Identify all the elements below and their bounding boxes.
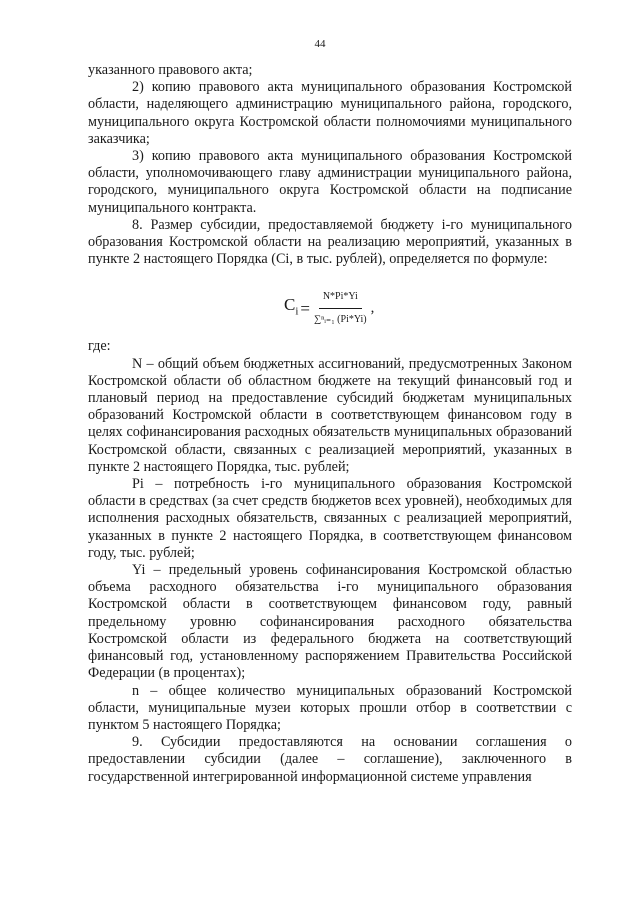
formula-comma: ,	[370, 299, 375, 316]
formula-lhs: $C_i$	[284, 294, 299, 318]
paragraph-def-N: N – общий объем бюджетных ассигнований, предусмотренных Законом Костромской области об областном бюджете на текущий финансовый год и плановый период на предоставление субсидий бюджетам муниципальных образований Костромской области в соответствующем финансовом году в целях софинансирования расходных обязательств муниципальных образований Костромской области, связанных с реализацией мероприятий, указанных в пункте 2 настоящего Порядка, тыс. рублей;	[88, 355, 572, 475]
paragraph-point-8: 8. Размер субсидии, предоставляемой бюджету i-го муниципального образования Костромской области на реализацию мероприятий, указанных в пункте 2 настоящего Порядка (Ci, в тыс. рублей), определяется по формуле:	[88, 216, 572, 268]
paragraph-where: где:	[88, 338, 111, 355]
paragraph-item-2: 2) копию правового акта муниципального образования Костромской области, наделяющего администрацию муниципального района, городского, муниципального округа Костромской области полномочиями муниципального заказчика;	[88, 79, 572, 147]
paragraph-def-Pi: Pi – потребность i-го муниципального образования Костромской области в средствах (за счет средств бюджетов всех уровней), необходимых для исполнения расходных обязательств, связанных с реализацией мероприятий, указанных в пункте 2 настоящего Порядка, в соответствующем финансовом году, тыс. рублей;	[88, 476, 572, 561]
paragraph-item-3: 3) копию правового акта муниципального образования Костромской области, уполномочивающего главу администрации муниципального района, городского, муниципального округа Костромской области на подписание муниципального контракта.	[88, 148, 572, 216]
formula-fraction	[314, 288, 367, 327]
paragraph-def-Yi: Yi – предельный уровень софинансирования Костромской областью объема расходного обязательства i-го муниципального образования Костромской области в соответствующем финансовом году, равный предельному уровню софинансирования расходного обязательства Костромской области из федерального бюджета на соответствующий финансовый год, установленному распоряжением Правительства Российской Федерации (в процентах);	[88, 562, 572, 682]
paragraph-continuation: указанного правового акта;	[88, 62, 253, 78]
page-number: 44	[314, 38, 326, 50]
paragraph-def-n: n – общее количество муниципальных образований Костромской области, муниципальные музеи которых прошли отбор в соответствии с пунктом 5 настоящего Порядка;	[88, 682, 572, 733]
formula-equals: =	[300, 298, 310, 318]
formula-numerator: N*Pi*Yi	[319, 288, 362, 308]
paragraph-point-9: 9. Субсидии предоставляются на основании соглашения о предоставлении субсидии (далее – соглашение), заключенного в государственной интегрированной информационной системе управления	[88, 734, 572, 785]
formula-denominator: ∑ⁿᵢ₌₁ (Pi*Yi)	[314, 313, 367, 325]
subsidy-formula	[88, 268, 572, 338]
document-body	[88, 62, 572, 786]
